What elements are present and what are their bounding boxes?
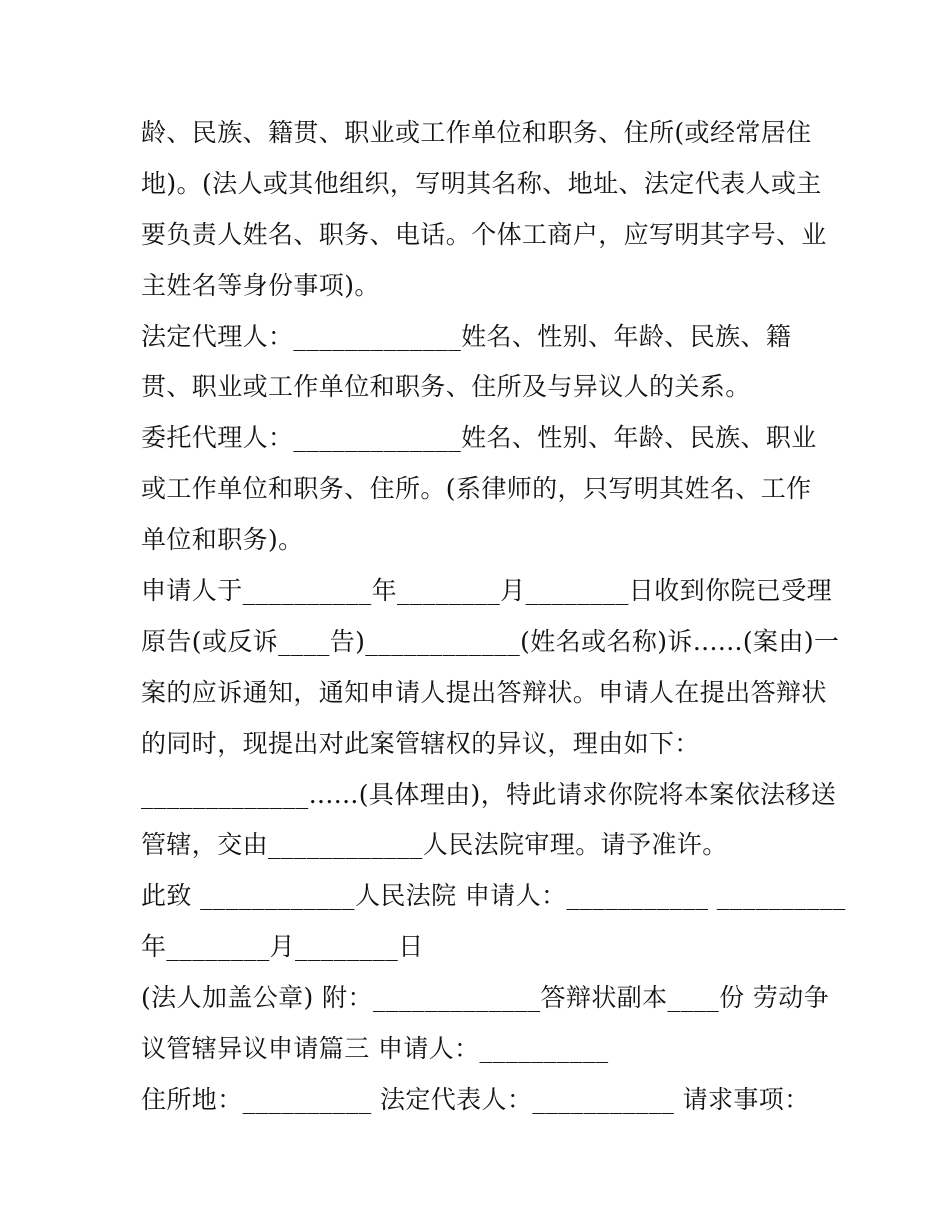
text-line: 住所地：__________ 法定代表人：___________ 请求事项： [141,1084,810,1114]
text-line: 申请人于__________年________月________日收到你院已受理 [141,576,833,606]
text-line: 议管辖异议申请篇三 申请人：__________ [141,1034,609,1064]
text-line: 年________月________日 [141,932,424,962]
text-line: 委托代理人：_____________姓名、性别、年龄、民族、职业 [141,423,817,453]
text-line: 管辖，交由____________人民法院审理。请予准许。 [141,830,728,860]
text-line: 的同时，现提出对此案管辖权的异议，理由如下： [141,728,700,758]
text-line: 法定代理人：_____________姓名、性别、年龄、民族、籍 [141,321,792,351]
text-line: 单位和职务)。 [141,525,304,555]
text-line: 贯、职业或工作单位和职务、住所及与异议人的关系。 [141,372,751,402]
text-line: 此致 ____________人民法院 申请人：___________ __________ [141,881,846,911]
text-line: 要负责人姓名、职务、电话。个体工商户，应写明其字号、业 [141,219,827,249]
text-line: 案的应诉通知，通知申请人提出答辩状。申请人在提出答辩状 [141,677,827,707]
text-line: _____________......(具体理由)，特此请求你院将本案依法移送 [141,779,837,809]
text-line: 或工作单位和职务、住所。(系律师的，只写明其姓名、工作 [141,474,812,504]
document-body [141,108,846,1126]
text-line: 地)。(法人或其他组织，写明其名称、地址、法定代表人或主 [141,168,822,198]
text-line: (法人加盖公章) 附：_____________答辩状副本____份 劳动争 [141,983,830,1013]
text-line: 主姓名等身份事项)。 [141,270,380,300]
text-line: 龄、民族、籍贯、职业或工作单位和职务、住所(或经常居住 [141,118,812,147]
text-line: 原告(或反诉____告)____________(姓名或名称)诉......(案由)一 [141,626,840,656]
